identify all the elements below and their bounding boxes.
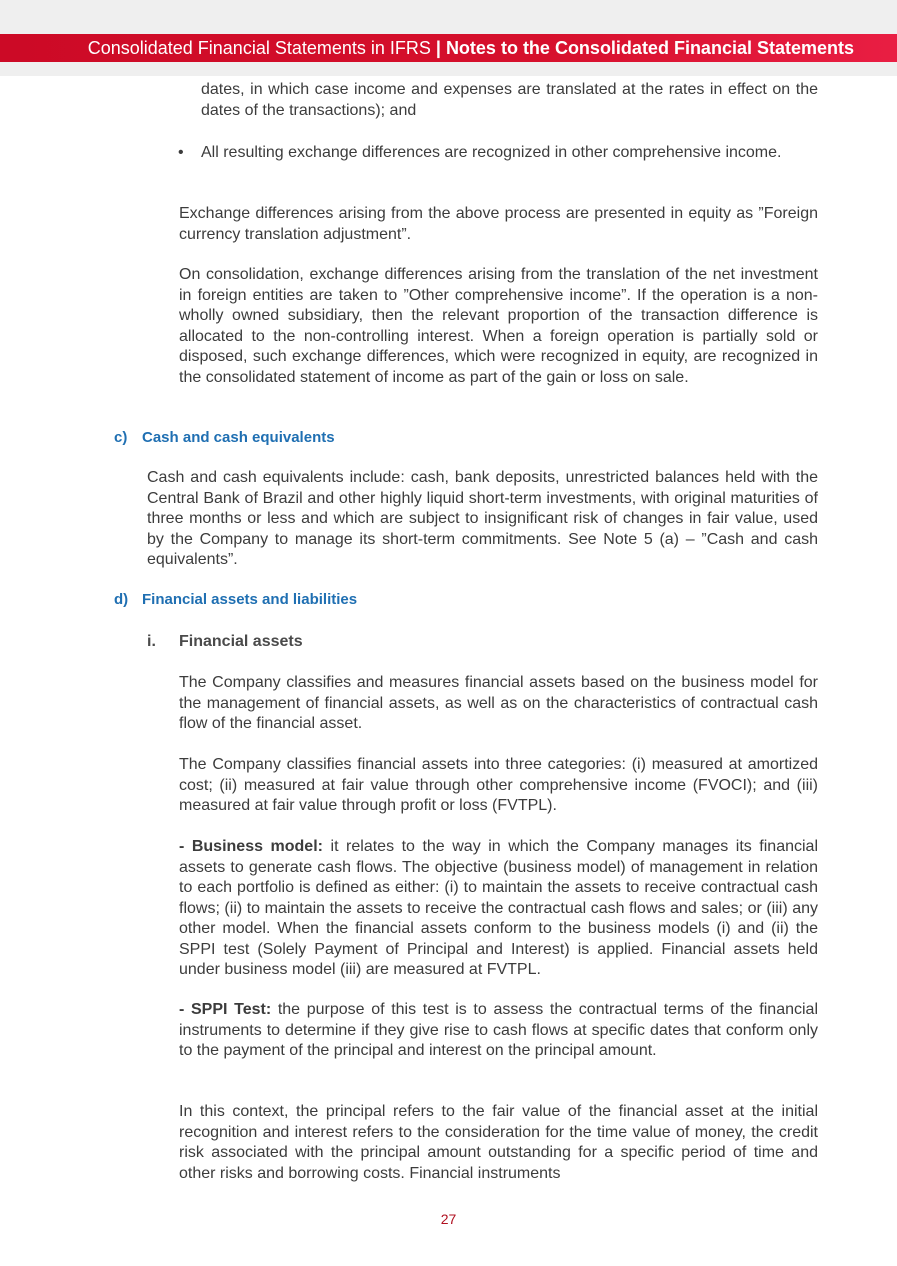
paragraph-consolidation: On consolidation, exchange differences arising from the translation of the net investment in foreign entities are taken to ”Other comprehensive income”. If the operation is a non-wholly owned subsidiary, then the relevant proportion of the transaction difference is allocated to the non-controlling interest. When a foreign operation is partially sold or disposed, such exchange differences, which were recognized in equity, are recognized in the consolidated statement of income as part of the gain or loss on sale. (179, 266, 818, 386)
section-heading-c (114, 428, 814, 448)
sppi-text: the purpose of this test is to assess the contractual terms of the financial instruments to determine if they give rise to cash flows at specific dates that conform only to the payment of the principal and interest on the principal amount. (179, 1001, 818, 1059)
header-under-strip (0, 62, 897, 76)
subsection-title: Financial assets (179, 633, 303, 650)
top-margin-strip (0, 0, 897, 34)
paragraph-principal-context: In this context, the principal refers to the fair value of the financial asset at the initial recognition and interest refers to the consideration for the time value of money, the credit risk associated with the principal amount outstanding for a specific period of time and other risks and borrowing costs. Financial instruments (179, 1103, 818, 1182)
sppi-label: - SPPI Test: (179, 1001, 272, 1018)
page-number: 27 (440, 1211, 457, 1227)
paragraph-exchange-presented: Exchange differences arising from the above process are presented in equity as ”Foreign currency translation adjustment”. (179, 205, 818, 243)
subsection-heading-i (147, 632, 818, 652)
paragraph-three-categories: The Company classifies financial assets into three categories: (i) measured at amortized cost; (ii) measured at fair value through other comprehensive income (FVOCI); and (iii) measured at fair value through profit or loss (FVTPL). (179, 756, 818, 814)
continued-bullet-text: dates, in which case income and expenses are translated at the rates in effect on the dates of the transactions); and (201, 81, 818, 119)
paragraph-classification-basis: The Company classifies and measures financial assets based on the business model for the management of financial assets, as well as on the characteristics of contractual cash flow of the financial asset. (179, 674, 818, 732)
header-separator: | (430, 38, 446, 58)
running-header (0, 34, 897, 62)
subsection-number: i. (147, 633, 156, 650)
paragraph-sppi-test (179, 1000, 818, 1062)
list-item (178, 143, 818, 164)
header-section-title: Notes to the Consolidated Financial Statements (445, 38, 854, 58)
business-model-text: it relates to the way in which the Company manages its financial assets to generate cash flows. The objective (business model) of management in relation to each portfolio is defined as either: (i) to maintain the assets to receive contractual cash flows; (ii) to maintain the assets to receive the contractual cash flows and sales; or (iii) any other model. When the financial assets conform to the business models (i) and (ii) the SPPI test (Solely Payment of Principal and Interest) is applied. Financial assets held under business model (iii) are measured at FVTPL. (179, 838, 818, 978)
header-doc-title: Consolidated Financial Statements in IFRS (87, 38, 431, 58)
paragraph-business-model (179, 837, 818, 981)
paragraph-cash-equivalents: Cash and cash equivalents include: cash, bank deposits, unrestricted balances held with the Central Bank of Brazil and other highly liquid short-term investments, with original maturities of three months or less and which are subject to insignificant risk of changes in fair value, used by the Company to manage its short-term commitments. See Note 5 (a) – ”Cash and cash equivalents”. (147, 469, 818, 568)
section-title: Cash and cash equivalents (142, 429, 335, 446)
bullet-icon: • (178, 144, 184, 161)
section-letter: c) (114, 429, 128, 446)
business-model-label: - Business model: (179, 838, 323, 855)
section-letter: d) (114, 591, 129, 608)
list-item-text: All resulting exchange differences are recognized in other comprehensive income. (201, 144, 782, 161)
section-title: Financial assets and liabilities (142, 591, 358, 608)
section-heading-d (114, 590, 814, 610)
